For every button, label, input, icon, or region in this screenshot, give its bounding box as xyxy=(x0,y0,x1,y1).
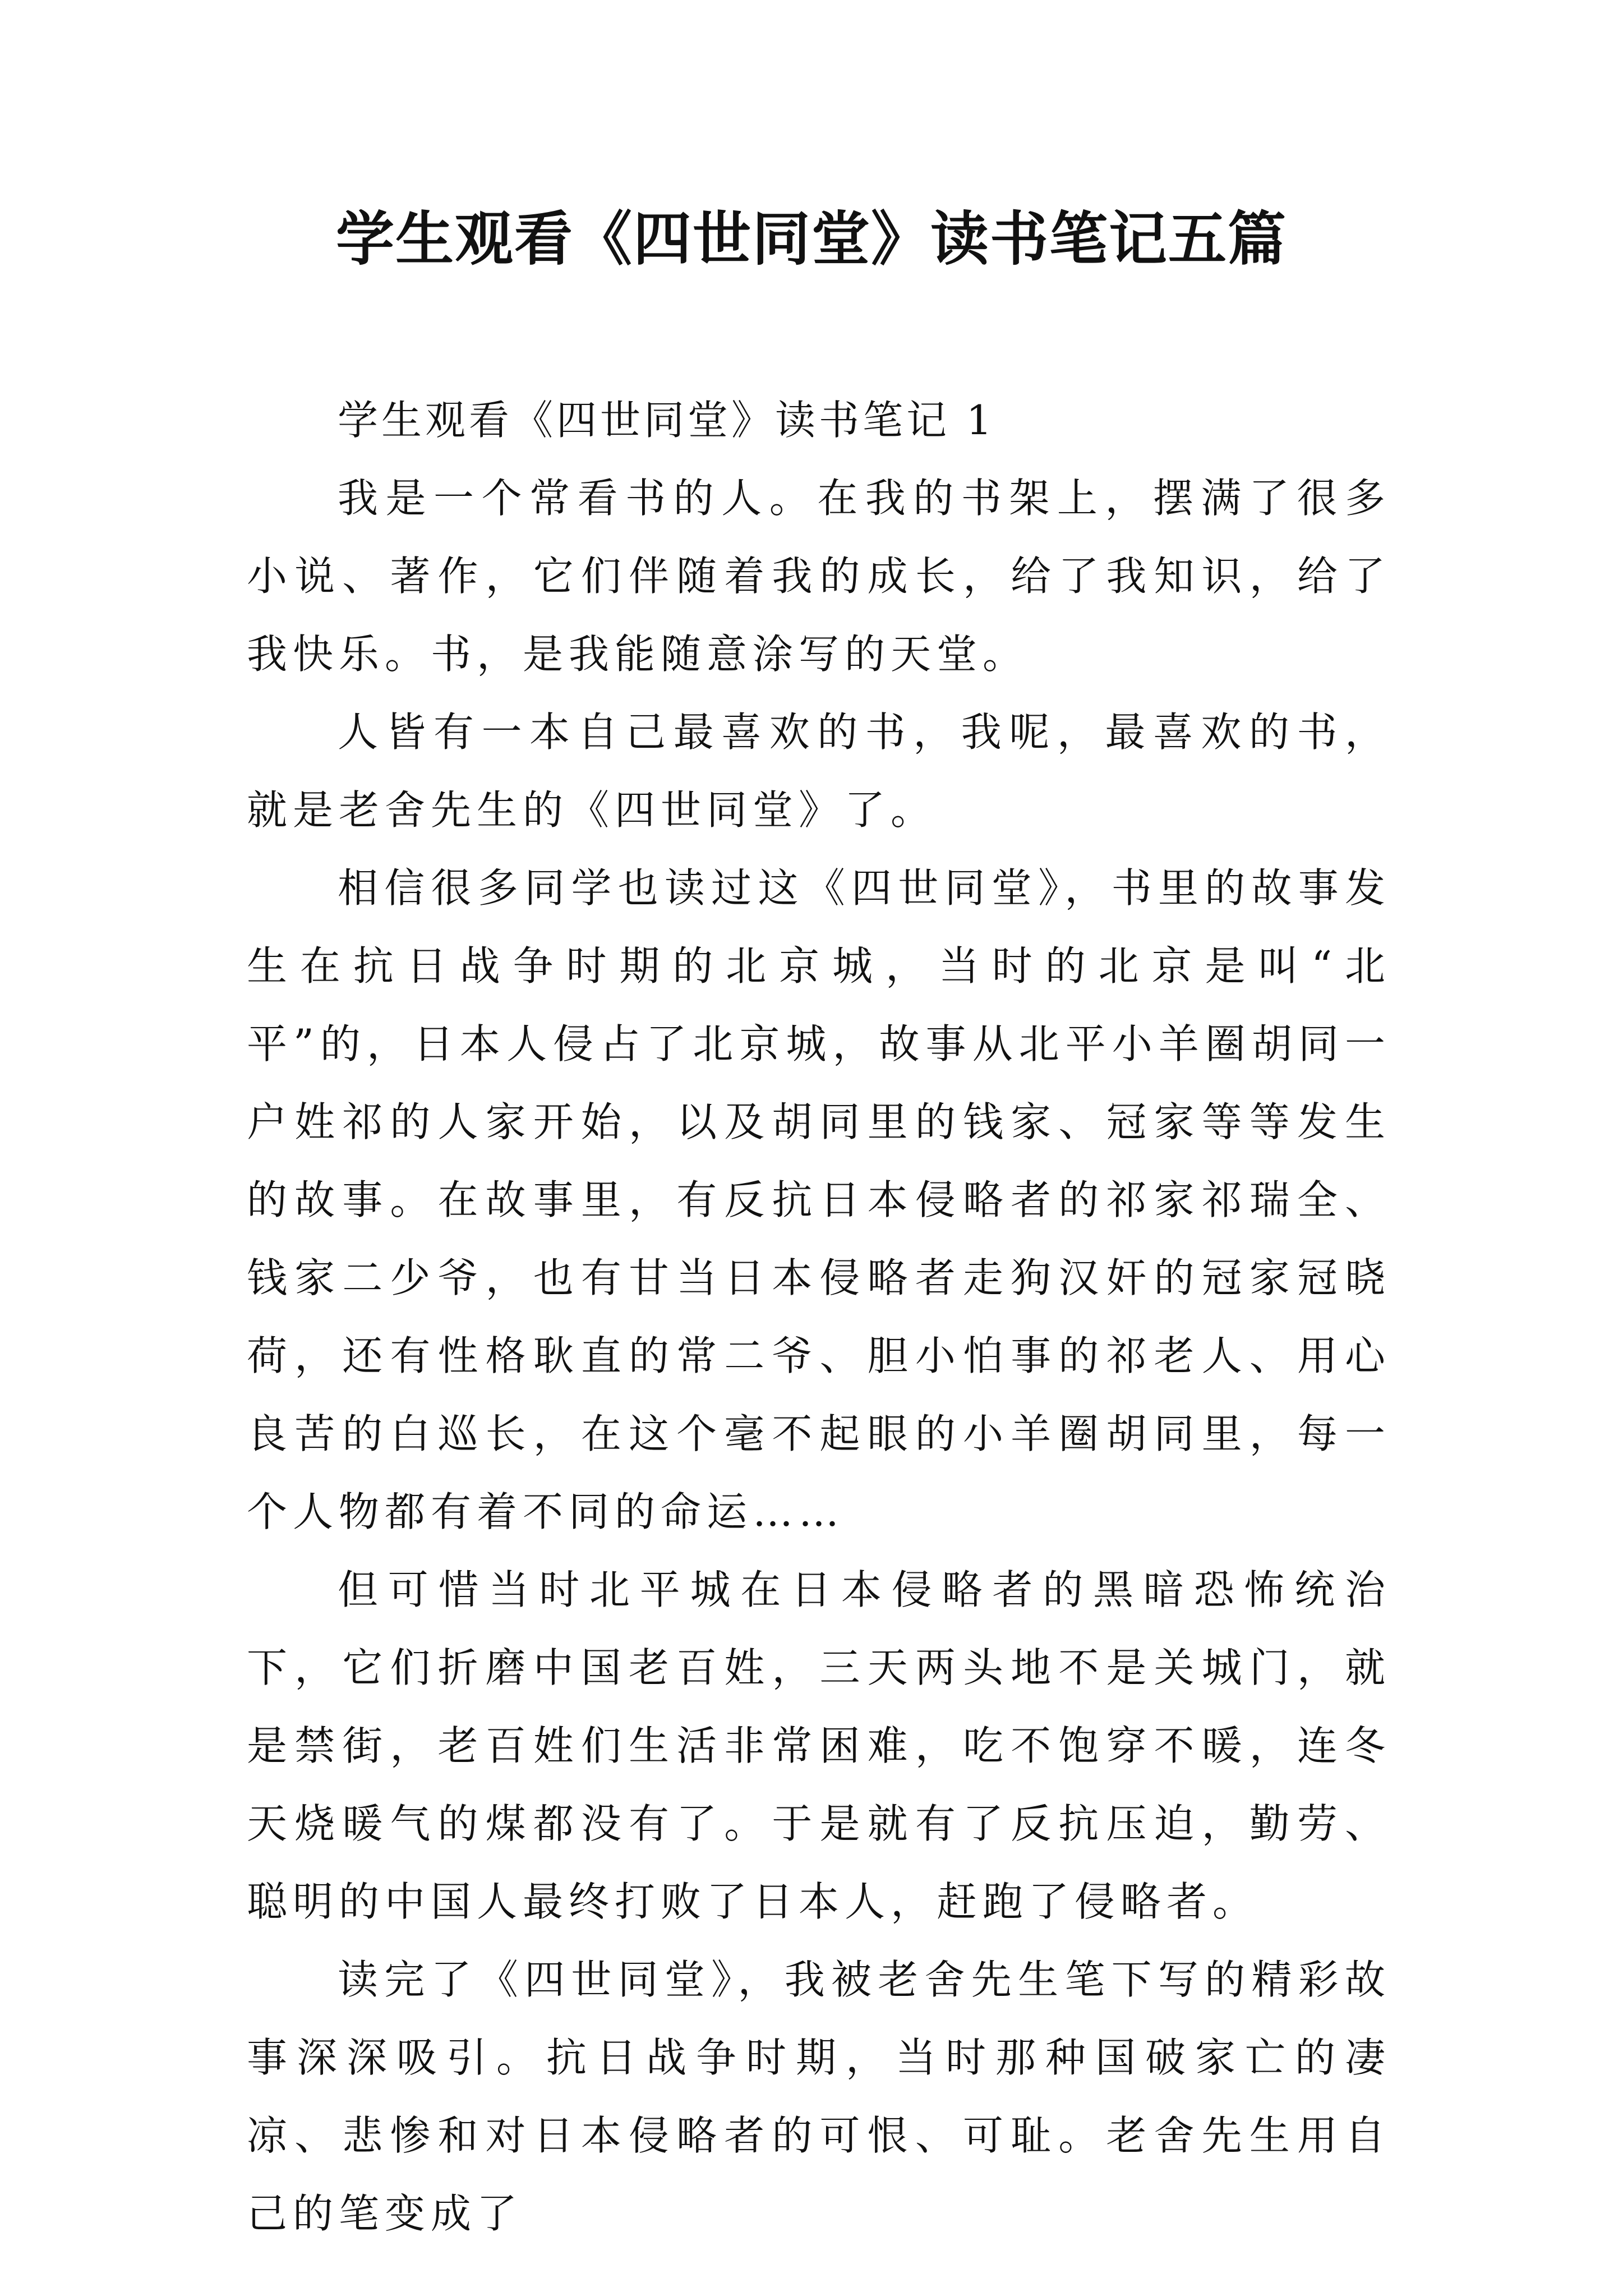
document-title: 学生观看《四世同堂》读书笔记五篇 xyxy=(335,204,1287,273)
paragraph: 相信很多同学也读过这《四世同堂》，书里的故事发生在抗日战争时期的北京城，当时的北京是叫“北平”的，日本人侵占了北京城，故事从北平小羊圈胡同一户姓祁的人家开始，以及胡同里的钱家、冠家等等发生的故事。在故事里，有反抗日本侵略者的祁家祁瑞全、钱家二少爷，也有甘当日本侵略者走狗汉奸的冠家冠晓荷，还有性格耿直的常二爷、胆小怕事的祁老人、用心良苦的白巡长，在这个毫不起眼的小羊圈胡同里，每一个人物都有着不同的命运…… xyxy=(247,864,1391,1535)
section-heading: 学生观看《四世同堂》读书笔记 1 xyxy=(338,397,995,444)
document-body xyxy=(247,381,1391,2253)
paragraph: 人皆有一本自己最喜欢的书，我呢，最喜欢的书，就是老舍先生的《四世同堂》了。 xyxy=(247,708,1391,834)
paragraph: 我是一个常看书的人。在我的书架上，摆满了很多小说、著作，它们伴随着我的成长，给了我知识，给了我快乐。书，是我能随意涂写的天堂。 xyxy=(247,475,1391,678)
paragraph: 读完了《四世同堂》，我被老舍先生笔下写的精彩故事深深吸引。抗日战争时期，当时那种国破家亡的凄凉、悲惨和对日本侵略者的可恨、可耻。老舍先生用自己的笔变成了 xyxy=(247,1956,1391,2237)
paragraph: 但可惜当时北平城在日本侵略者的黑暗恐怖统治下，它们折磨中国老百姓，三天两头地不是关城门，就是禁街，老百姓们生活非常困难，吃不饱穿不暖，连冬天烧暖气的煤都没有了。于是就有了反抗压迫，勤劳、聪明的中国人最终打败了日本人，赶跑了侵略者。 xyxy=(247,1566,1391,1925)
